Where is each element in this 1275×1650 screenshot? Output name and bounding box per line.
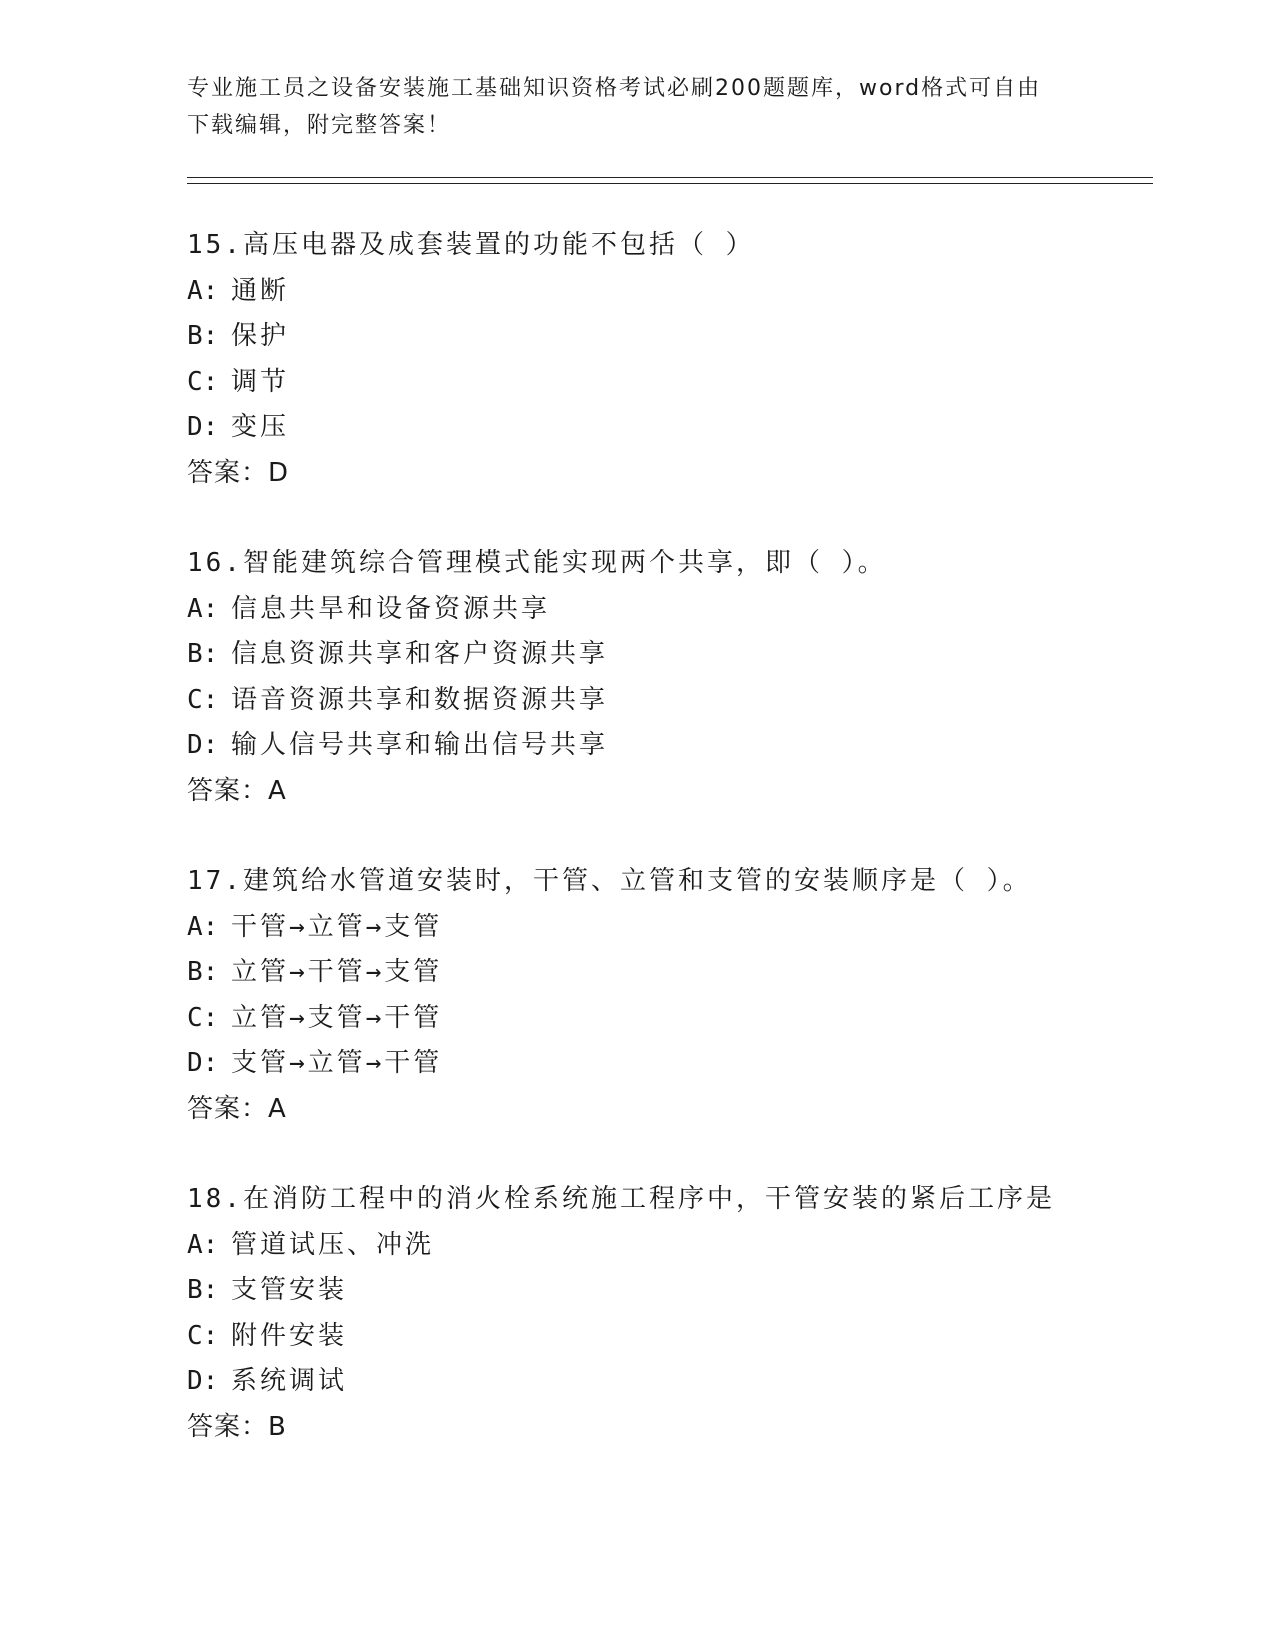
option-letter: A:: [187, 275, 219, 306]
question-17: [187, 859, 1187, 1132]
question-stem: 17.建筑给水管道安装时，干管、立管和支管的安装顺序是（ ）。: [187, 866, 1032, 896]
answer-label: 答案：A: [187, 775, 287, 806]
option-letter: C:: [187, 1002, 219, 1033]
option-b: [187, 632, 1187, 678]
option-a: [187, 1223, 1187, 1269]
option-letter: A:: [187, 911, 219, 942]
option-b: [187, 1268, 1187, 1314]
question-stem: 18.在消防工程中的消火栓系统施工程序中，干管安装的紧后工序是: [187, 1184, 1055, 1214]
question-15: [187, 223, 1187, 496]
option-letter: B:: [187, 639, 219, 669]
option-letter: C:: [187, 684, 219, 715]
option-letter: B:: [187, 1275, 219, 1305]
option-b: [187, 950, 1187, 996]
option-c: [187, 996, 1187, 1042]
option-text: 支管安装: [231, 1275, 348, 1305]
option-c: [187, 678, 1187, 724]
header-divider: [187, 177, 1153, 184]
option-d: [187, 723, 1187, 769]
option-c: [187, 360, 1187, 406]
option-text: 语音资源共享和数据资源共享: [231, 684, 609, 715]
option-text: 干管→立管→支管: [231, 911, 443, 942]
answer-label: 答案：A: [187, 1093, 287, 1124]
option-letter: D:: [187, 1048, 219, 1078]
option-a: [187, 269, 1187, 315]
option-d: [187, 1041, 1187, 1087]
option-c: [187, 1314, 1187, 1360]
option-a: [187, 905, 1187, 951]
header-line-2: 下载编辑，附完整答案！: [187, 113, 452, 138]
option-letter: A:: [187, 1229, 219, 1260]
option-letter: B:: [187, 957, 219, 987]
option-letter: C:: [187, 1320, 219, 1351]
question-18: [187, 1177, 1187, 1450]
option-a: [187, 587, 1187, 633]
option-letter: D:: [187, 730, 219, 760]
option-text: 变压: [231, 412, 290, 442]
header-line-1: 专业施工员之设备安装施工基础知识资格考试必刷200题题库，word格式可自由: [187, 76, 1042, 101]
question-stem: 15.高压电器及成套装置的功能不包括（ ）: [187, 230, 755, 260]
option-d: [187, 1359, 1187, 1405]
option-letter: D:: [187, 412, 219, 442]
option-text: 调节: [231, 366, 290, 397]
document-header: [187, 70, 1067, 144]
option-text: 保护: [231, 321, 290, 351]
option-letter: D:: [187, 1366, 219, 1396]
option-text: 系统调试: [231, 1366, 348, 1396]
option-d: [187, 405, 1187, 451]
option-text: 附件安装: [231, 1320, 348, 1351]
option-text: 信息共旱和设备资源共享: [231, 593, 551, 624]
option-text: 支管→立管→干管: [231, 1048, 443, 1078]
option-text: 信息资源共享和客户资源共享: [231, 639, 609, 669]
option-text: 输人信号共享和输出信号共享: [231, 730, 609, 760]
option-letter: A:: [187, 593, 219, 624]
option-text: 管道试压、冲洗: [231, 1229, 435, 1260]
option-text: 立管→支管→干管: [231, 1002, 443, 1033]
option-b: [187, 314, 1187, 360]
question-stem: 16.智能建筑综合管理模式能实现两个共享，即（ ）。: [187, 548, 887, 578]
question-16: [187, 541, 1187, 814]
option-text: 立管→干管→支管: [231, 957, 443, 987]
option-text: 通断: [231, 275, 290, 306]
answer-label: 答案：B: [187, 1411, 287, 1442]
answer-label: 答案：D: [187, 457, 290, 488]
option-letter: B:: [187, 321, 219, 351]
option-letter: C:: [187, 366, 219, 397]
